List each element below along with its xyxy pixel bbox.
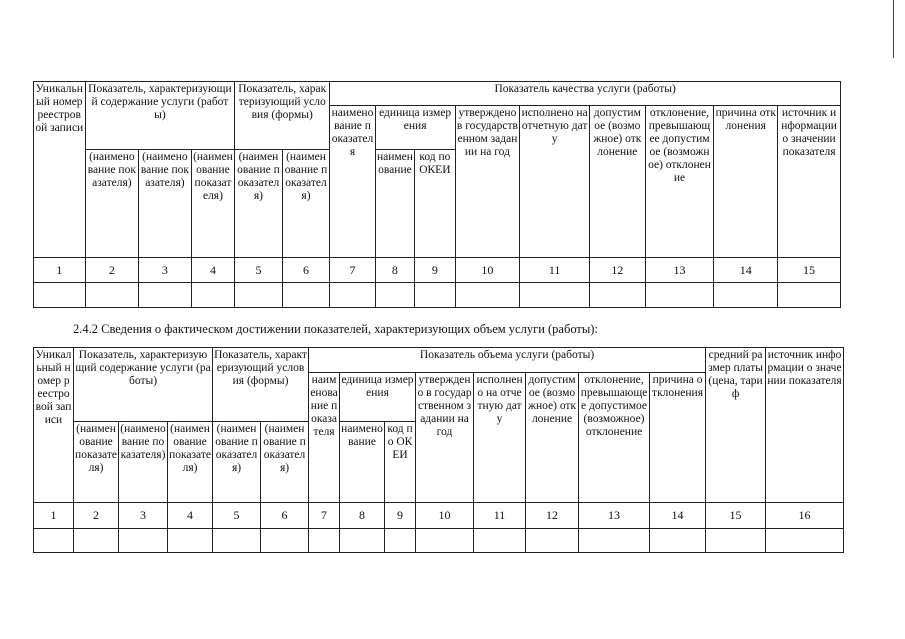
header-approved: утверждено в государственном задании на год xyxy=(455,106,520,258)
data-cell xyxy=(34,283,86,308)
header-allowed-deviation: допустимое (возможное) отклонение xyxy=(590,106,646,258)
column-number: 4 xyxy=(168,503,213,529)
header-unit-name: наименование xyxy=(340,422,385,503)
header-quality-indicator: Показатель качества услуги (работы) xyxy=(330,82,841,106)
header-unique-number: Уникальный номер реестровой записи xyxy=(34,82,86,258)
header-approved: утверждено в государственном задании на год xyxy=(416,373,474,503)
header-conditions-indicator: Показатель, характеризующий условия (формы) xyxy=(235,82,330,150)
data-cell xyxy=(85,283,139,308)
header-unit-name: наименование xyxy=(375,150,414,258)
data-cell xyxy=(340,529,385,553)
header-conditions-indicator: Показатель, характеризующий условия (формы) xyxy=(213,348,309,422)
data-cell xyxy=(526,529,579,553)
data-cell xyxy=(645,283,714,308)
data-cell xyxy=(579,529,650,553)
header-sub-conditions: (наименование показателя) xyxy=(235,150,283,258)
column-number: 13 xyxy=(579,503,650,529)
quality-indicators-table xyxy=(33,81,841,308)
column-number: 1 xyxy=(34,503,74,529)
header-sub-content: (наименование показателя) xyxy=(139,150,192,258)
data-cell xyxy=(385,529,416,553)
header-deviation-reason: причина отклонения xyxy=(650,373,706,503)
header-excess-deviation: отклонение, превышающее допустимое (возможное) отклонение xyxy=(579,373,650,503)
header-sub-content: (наименование показателя) xyxy=(119,422,168,503)
column-number: 12 xyxy=(590,258,646,283)
data-cell xyxy=(706,529,766,553)
data-cell xyxy=(474,529,526,553)
header-info-source: источник информации о значении показателя xyxy=(778,106,841,258)
header-sub-conditions: (наименование показателя) xyxy=(282,150,330,258)
column-number: 13 xyxy=(645,258,714,283)
column-number: 15 xyxy=(778,258,841,283)
data-cell xyxy=(330,283,375,308)
header-volume-indicator: Показатель объема услуги (работы) xyxy=(309,348,706,373)
volume-indicators-table xyxy=(33,347,844,553)
header-info-source: источник информации о значении показателя xyxy=(766,348,844,503)
header-excess-deviation: отклонение, превышающее допустимое (возможное) отклонение xyxy=(645,106,714,258)
header-sub-conditions: (наименование показателя) xyxy=(261,422,309,503)
column-number: 5 xyxy=(213,503,261,529)
header-indicator-name: наименование показателя xyxy=(309,373,340,503)
data-cell xyxy=(34,529,74,553)
data-cell xyxy=(416,529,474,553)
data-cell xyxy=(766,529,844,553)
column-number: 1 xyxy=(34,258,86,283)
column-number: 11 xyxy=(474,503,526,529)
header-unique-number: Уникальный номер реестровой записи xyxy=(34,348,74,503)
scan-edge-line xyxy=(893,0,894,58)
header-sub-conditions: (наименование показателя) xyxy=(213,422,261,503)
column-number: 3 xyxy=(119,503,168,529)
header-allowed-deviation: допустимое (возможное) отклонение xyxy=(526,373,579,503)
column-number: 16 xyxy=(766,503,844,529)
data-cell xyxy=(415,283,455,308)
header-sub-content: (наименование показателя) xyxy=(168,422,213,503)
data-cell xyxy=(309,529,340,553)
header-sub-content: (наименование показателя) xyxy=(85,150,139,258)
data-cell xyxy=(119,529,168,553)
header-unit: единица измерения xyxy=(375,106,455,150)
column-number: 8 xyxy=(375,258,414,283)
data-cell xyxy=(261,529,309,553)
data-cell xyxy=(455,283,520,308)
header-executed: исполнено на отчетную дату xyxy=(474,373,526,503)
column-number: 9 xyxy=(415,258,455,283)
data-cell xyxy=(235,283,283,308)
header-content-indicator: Показатель, характеризующий содержание услуги (работы) xyxy=(74,348,213,422)
column-number: 10 xyxy=(455,258,520,283)
header-average-fee: средний размер платы (цена, тариф xyxy=(706,348,766,503)
column-number: 2 xyxy=(74,503,119,529)
section-title: 2.4.2 Сведения о фактическом достижении показателей, характеризующих объем услуги (работы): xyxy=(73,322,598,336)
column-number: 10 xyxy=(416,503,474,529)
data-cell xyxy=(74,529,119,553)
column-number: 5 xyxy=(235,258,283,283)
column-number: 2 xyxy=(85,258,139,283)
header-unit-code: код по ОКЕИ xyxy=(385,422,416,503)
data-cell xyxy=(590,283,646,308)
column-number: 6 xyxy=(282,258,330,283)
data-cell xyxy=(213,529,261,553)
data-cell xyxy=(778,283,841,308)
data-cell xyxy=(714,283,778,308)
column-number: 12 xyxy=(526,503,579,529)
data-cell xyxy=(650,529,706,553)
data-cell xyxy=(191,283,235,308)
column-number: 11 xyxy=(520,258,590,283)
header-deviation-reason: причина отклонения xyxy=(714,106,778,258)
column-number: 4 xyxy=(191,258,235,283)
column-number: 8 xyxy=(340,503,385,529)
header-executed: исполнено на отчетную дату xyxy=(520,106,590,258)
column-number: 14 xyxy=(714,258,778,283)
header-sub-content: (наименование показателя) xyxy=(74,422,119,503)
header-content-indicator: Показатель, характеризующий содержание услуги (работы) xyxy=(85,82,235,150)
header-unit-code: код по ОКЕИ xyxy=(415,150,455,258)
column-number: 6 xyxy=(261,503,309,529)
header-indicator-name: наименование показателя xyxy=(330,106,375,258)
column-number: 3 xyxy=(139,258,192,283)
column-number: 7 xyxy=(309,503,340,529)
data-cell xyxy=(375,283,414,308)
header-sub-content: (наименование показателя) xyxy=(191,150,235,258)
data-cell xyxy=(520,283,590,308)
column-number: 9 xyxy=(385,503,416,529)
data-cell xyxy=(282,283,330,308)
data-cell xyxy=(139,283,192,308)
column-number: 15 xyxy=(706,503,766,529)
column-number: 14 xyxy=(650,503,706,529)
column-number: 7 xyxy=(330,258,375,283)
header-unit: единица измерения xyxy=(340,373,416,422)
data-cell xyxy=(168,529,213,553)
